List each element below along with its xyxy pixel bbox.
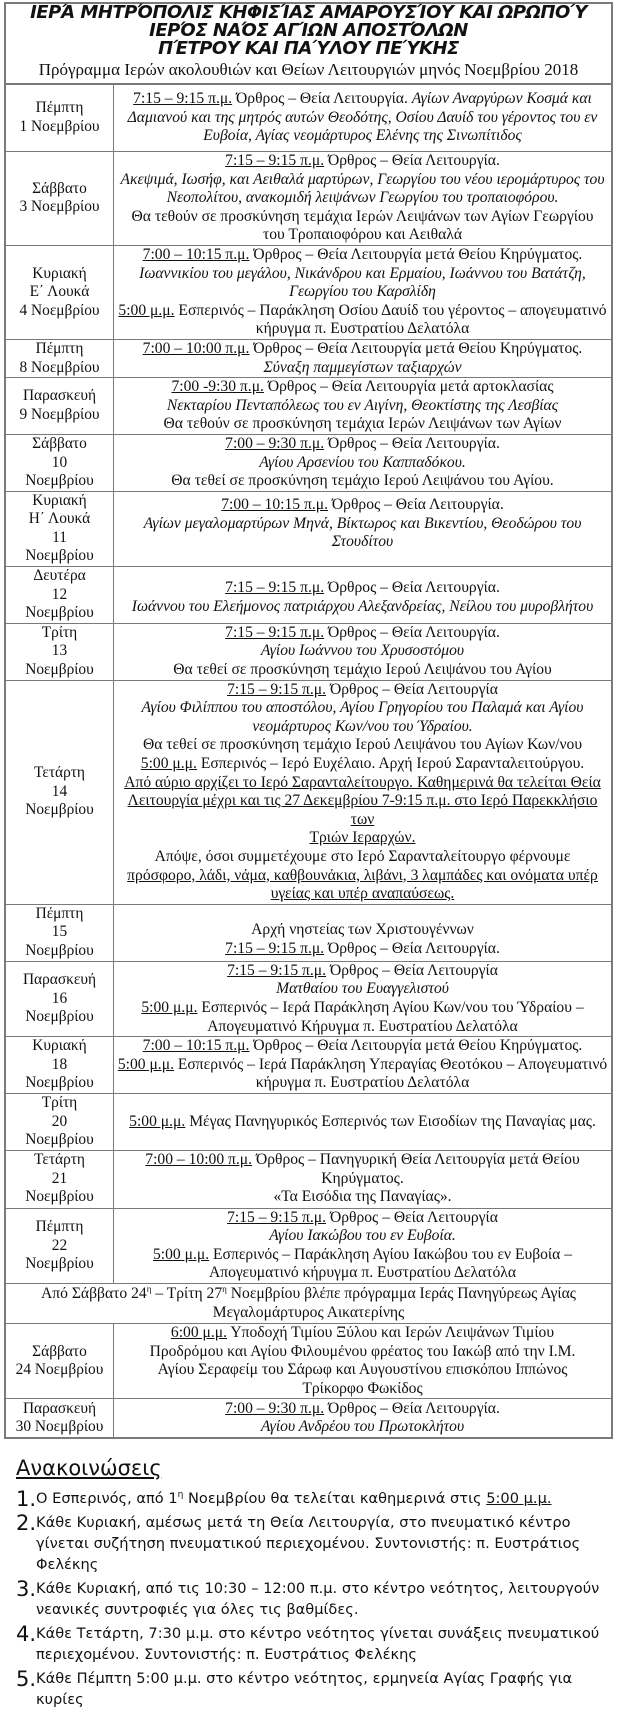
service-text: Σύναξη παμμεγίστων ταξιαρχών [263,358,462,376]
service-text: κήρυγμα π. Ευστρατίου Δελατόλα [255,320,470,338]
day-label-line: 8 Νοεμβρίου [19,358,100,376]
schedule-row [6,339,611,377]
schedule-row [6,961,611,1036]
announcement-item [16,1488,606,1509]
note-text: Νοεμβρίου βλέπε πρόγραμμα Ιεράς Πανηγύρεως Αγίας [226,1284,576,1302]
service-line [116,1246,609,1265]
service-line [116,1264,609,1283]
service-line [116,359,609,378]
day-label-line: 30 Νοεμβρίου [15,1418,104,1436]
service-line [116,1418,609,1437]
day-label-line: Νοεμβρίου [25,661,94,679]
note-text: Από Σάββατο 24 [41,1284,147,1302]
service-line [116,1324,609,1343]
service-cell [114,1037,612,1094]
service-time: 7:15 – 9:15 π.μ. [227,680,327,698]
day-label-line: 11 [52,528,67,546]
schedule-row [6,623,611,680]
service-line [116,736,609,755]
schedule-row [6,491,611,566]
day-cell [6,152,114,246]
day-label-line: Νοεμβρίου [25,942,94,960]
service-text: Αρχή νηστείας των Χριστουγέννων [251,921,474,939]
service-text: Όρθρος – Θεία Λειτουργία. [324,1399,500,1417]
service-text: Εσπερινός – Παράκληση Αγίου Ιακώβου του εν Ευβοία – [209,1245,572,1263]
announcement-text: η [177,1490,184,1501]
day-label-line: 21 [51,1169,68,1187]
service-time: Από αύριο αρχίζει το Ιερό Σαρανταλείτουργο. Καθημερινά θα τελείται Θεία [124,773,601,791]
day-label-line: Κυριακή [32,491,87,509]
announcement-number: 5. [16,1667,37,1691]
day-label-line: Νοεμβρίου [25,1074,94,1092]
service-time: 5:00 μ.μ. [117,1055,174,1073]
day-cell [6,491,114,566]
announcement-text: Νοεμβρίου θα τελείται καθημερινά στις [183,1490,487,1507]
service-time: 7:00 – 10:15 π.μ. [142,1037,250,1055]
day-label-line: Νοεμβρίου [25,1188,94,1206]
service-line [116,699,609,718]
service-cell [114,961,612,1036]
service-line [116,642,609,661]
service-line [116,171,609,190]
schedule-row [6,1150,611,1208]
service-cell [114,339,612,377]
service-text: νεομάρτυρος Κων/νου του Ύδραίου. [252,717,473,735]
service-cell [114,1093,612,1150]
day-label-line: Νοεμβρίου [25,1008,94,1026]
service-line [116,755,609,774]
day-label-line: Τρίτη [41,1093,78,1111]
service-line [116,624,609,643]
header-church: ΙΕΡΌΣ ΝΑΌΣ ΑΓΊΩΝ ΑΠΟΣΤΌΛΩΝ [149,20,468,41]
service-line [116,152,609,171]
day-label-line: Τρίτη [41,623,78,641]
day-label-line: Τετάρτη [34,1151,85,1169]
service-time: 7:00 -9:30 π.μ. [171,378,264,396]
service-cell [114,1324,612,1399]
day-label-line: Τετάρτη [34,764,85,782]
service-text: Όρθρος – Θεία Λειτουργία. [324,579,500,597]
day-label-line: Παρασκευή [22,1399,97,1417]
announcements [16,1454,606,1713]
service-text: Όρθρος – Θεία Λειτουργία. [324,939,500,957]
service-text: Όρθρος – Θεία Λειτουργία [326,961,498,979]
service-text: Εσπερινός – Ιερά Παράκληση Αγίου Κων/νου του Ύδραίου – [197,998,584,1016]
panigyri-note-row [6,1284,611,1324]
service-cell [114,434,612,491]
service-line [116,1074,609,1093]
service-text: Αγίων Αναργύρων Κοσμά και [411,90,592,108]
day-label-line: Δευτέρα [33,567,86,585]
service-time: 7:00 – 10:00 π.μ. [145,1151,253,1169]
day-label-line: 3 Νοεμβρίου [19,198,100,216]
service-line [116,1151,609,1170]
day-label-line: Νοεμβρίου [25,604,94,622]
service-text: Απογευματινό Κήρυγμα π. Ευστρατίου Δελατόλα [207,1017,518,1035]
service-text: Κηρύγματος. [321,1169,404,1187]
service-line [116,718,609,737]
service-line [116,774,609,793]
service-line [116,189,609,208]
announcement-item [16,1668,606,1710]
announcement-number: 2. [16,1511,37,1535]
day-label-line: 14 [51,782,68,800]
service-text: Αγίων μεγαλομαρτύρων Μηνά, Βίκτωρος και Βικεντίου, Θεοδώρου του [143,514,582,532]
announcement-number: 4. [16,1622,37,1646]
service-line [116,829,609,848]
schedule-row [6,1037,611,1094]
day-cell [6,1324,114,1399]
service-line [116,378,609,397]
service-text: Εσπερινός – Παράκληση Οσίου Δαυίδ του γέροντος – απογευματινό [174,301,607,319]
service-time: 7:15 – 9:15 π.μ. [133,90,233,108]
service-text: Ματθαίου του Ευαγγελιστού [276,980,449,998]
service-text: Νεκταρίου Πενταπόλεως του εν Αιγίνη, Θεοκτίστης της Λεσβίας [166,396,559,414]
service-text: Θα τεθούν σε προσκύνηση τεμάχια Ιερών Λειψάνων των Αγίων [163,415,562,433]
day-cell [6,85,114,152]
service-line [116,1343,609,1362]
service-text: Θα τεθούν σε προσκύνηση τεμάχια Ιερών Λειψάνων των Αγίων Γεωργίου [131,207,594,225]
service-line [116,962,609,981]
day-label-line: Σάββατο [32,434,87,452]
schedule-row [6,434,611,491]
service-text: Αγίου Αρσενίου του Καππαδόκου. [259,453,466,471]
day-cell [6,434,114,491]
service-text: Υποδοχή Τιμίου Ξύλου και Ιερών Λειψάνων Τιμίου [227,1324,555,1342]
service-text: Όρθρος – Θεία Λειτουργία. [324,623,500,641]
service-cell [114,152,612,246]
day-label-line: Πέμπτη [35,1217,84,1235]
day-label-line: 24 Νοεμβρίου [15,1361,104,1379]
service-cell [114,904,612,961]
announcement-text: Κάθε Κυριακή, αμέσως μετά τη Θεία Λειτουργία, στο πνευματικό κέντρο γίνεται συζήτηση πνευματικού περιεχομένου. Συντονιστής: π. Ευστράτιος Φελέκης [36,1514,581,1573]
service-cell [114,1208,612,1283]
service-time: 5:00 μ.μ. [141,998,198,1016]
service-cell [114,85,612,152]
day-label-line: Πέμπτη [35,904,84,922]
service-text: Τρίκορφο Φωκίδος [302,1379,423,1397]
service-time: 6:00 μ.μ. [170,1324,228,1342]
service-line [116,454,609,473]
schedule-row [6,1324,611,1399]
service-line [116,867,609,886]
service-line [116,848,609,867]
day-label-line: 10 [51,453,68,471]
service-cell [114,1150,612,1208]
service-text: Όρθρος – Θεία Λειτουργία μετά αρτοκλασίας [263,378,554,396]
service-line [116,283,609,302]
day-label-line: Η΄ Λουκά [28,510,91,528]
service-line [116,1018,609,1037]
service-time: Τριών Ιεραρχών. [309,829,416,847]
service-text: Δαμιανού και της μητρός αυτών Θεοδότης, Οσίου Δαυίδ του γέροντος του εν [127,108,598,126]
service-line [116,302,609,321]
day-label-line: 1 Νοεμβρίου [19,118,100,135]
service-line [116,265,609,284]
service-time: 5:00 μ.μ. [140,755,197,772]
service-line [116,109,609,128]
service-line [116,1056,609,1075]
service-text: Όρθρος – Θεία Λειτουργία. [324,434,500,452]
panigyri-note-line: Μεγαλομάρτυρος Αικατερίνης [212,1303,405,1321]
service-line [116,661,609,680]
service-line [116,940,609,959]
service-time: Λειτουργία μέχρι και τις 27 Δεκεμβρίου 7-9:15 π.μ. στο Ιερό Παρεκκλήσιο των [127,792,598,828]
service-text: Στουδίτου [331,533,394,551]
service-line [116,496,609,515]
service-text: Αγίου Ιωάννου του Χρυσοστόμου [260,642,465,660]
day-label-line: 22 [51,1236,68,1254]
day-cell [6,378,114,435]
service-time: 5:00 μ.μ. [129,1112,186,1130]
service-time: 5:00 μ.μ. [118,301,175,319]
note-text: – Τρίτη 27 [151,1284,223,1302]
announcement-number: 1. [16,1487,37,1511]
day-label-line: Νοεμβρίου [25,1255,94,1273]
service-time: 7:00 – 9:30 π.μ. [225,434,325,452]
schedule-row [6,1093,611,1150]
service-time: 7:15 – 9:15 π.μ. [227,1208,327,1226]
day-label-line: 12 [51,585,68,603]
service-text: Όρθρος – Θεία Λειτουργία [326,1208,498,1226]
service-text: Ιωαννικίου του μεγάλου, Νικάνδρου και Ερμαίου, Ιωάννου του Βατάτζη, [139,264,586,282]
schedule-row [6,680,611,904]
service-text: Απογευματινό κήρυγμα π. Ευστρατίου Δελατόλα [208,1264,517,1282]
day-cell [6,904,114,961]
service-cell [114,623,612,680]
day-label-line: 4 Νοεμβρίου [19,301,100,319]
day-label-line: Πέμπτη [35,339,84,357]
day-label-line: 15 [51,923,68,941]
schedule-row [6,378,611,435]
service-text: Ευβοία, Αγίας νεομάρτυρος Ελένης της Σινωπίτιδος [203,127,522,145]
day-label-line: 18 [51,1055,68,1073]
service-line [116,1170,609,1189]
service-line [116,1400,609,1419]
announcement-item [16,1578,606,1620]
note-sup: η [222,1283,227,1294]
service-line [116,1209,609,1228]
service-text: Όρθρος – Θεία Λειτουργία μετά Θείου Κηρύγματος. [249,1037,583,1055]
announcement-text: 5:00 μ.μ. [486,1490,552,1507]
service-text: Όρθρος – Θεία Λειτουργία. [324,152,500,169]
day-cell [6,1399,114,1437]
day-cell [6,1093,114,1150]
service-line [116,598,609,617]
service-line [116,885,609,904]
day-label-line: Κυριακή [32,264,87,282]
schedule-row [6,1399,611,1437]
service-text: «Τα Εισόδια της Παναγίας». [273,1188,452,1206]
service-line [116,1380,609,1399]
panigyri-note-line [8,1285,609,1304]
service-cell [114,491,612,566]
day-cell [6,339,114,377]
announcement-item [16,1512,606,1575]
service-line [116,90,609,109]
day-label-line: Ε΄ Λουκά [29,283,90,301]
day-cell [6,680,114,904]
service-line [116,1361,609,1380]
panigyri-note [6,1284,611,1324]
service-time: 7:15 – 9:15 π.μ. [225,939,325,957]
service-text: Προδρόμου και Αγίου Φιλουμένου φρέατος του Ιακώβ από την Ι.Μ. [149,1342,576,1360]
day-label-line: 16 [51,989,68,1007]
service-text: Θα τεθεί σε προσκύνηση τεμάχιο Ιερού Λειψάνου του Αγίου [173,661,552,679]
day-cell [6,623,114,680]
day-label-line: Νοεμβρίου [25,1131,94,1149]
day-label-line: Νοεμβρίου [25,801,94,819]
day-label-line: Παρασκευή [22,387,97,405]
service-time: 7:00 – 9:30 π.μ. [225,1399,325,1417]
announcement-item [16,1623,606,1665]
service-time: πρόσφορο, λάδι, νάμα, καθβουνάκια, λιβάνι, 3 λαμπάδες και ονόματα υπέρ [127,866,598,884]
service-line [116,1113,609,1132]
service-line [116,1037,609,1056]
day-label-line: Σάββατο [32,179,87,197]
announcement-text: Κάθε Κυριακή, από τις 10:30 – 12:00 π.μ. στο κέντρο νεότητος, λειτουργούν νεανικές συντροφιές για όλες τις βαθμίδες. [36,1580,600,1618]
schedule-row [6,904,611,961]
service-line [116,792,609,829]
schedule-row [6,1208,611,1283]
service-time: 7:15 – 9:15 π.μ. [225,579,325,597]
service-text: Αγίου Ανδρέου του Πρωτοκλήτου [260,1418,465,1436]
schedule-row [6,152,611,246]
day-label-line: Πέμπτη [35,99,84,117]
service-text: Θα τεθεί σε προσκύνηση τεμάχιο Ιερού Λειψάνου του Αγίου. [171,472,554,490]
day-label-line: Κυριακή [32,1037,87,1055]
service-line [116,246,609,265]
day-label-line: Παρασκευή [22,971,97,989]
header-location: ΠΈΤΡΟΥ ΚΑΙ ΠΑΎΛΟΥ ΠΕΎΚΗΣ [158,38,459,59]
service-line [116,999,609,1018]
schedule-row [6,567,611,624]
announcement-text: Κάθε Τετάρτη, 7:30 μ.μ. στο κέντρο νεότητος γίνεται συνάξεις πνευματικού περιεχομένου. Συντονιστής: π. Ευστράτιος Φελέκης [36,1625,600,1663]
day-label-line: Σάββατο [32,1342,87,1360]
service-line [116,320,609,339]
service-line [116,533,609,552]
service-text: Γεωργίου του Καρσλίδη [289,283,436,301]
day-cell [6,567,114,624]
service-line [116,980,609,999]
day-label-line: 20 [51,1112,68,1130]
service-time: υγείας και υπέρ αναπαύσεως. [270,885,455,903]
document-header [6,4,611,84]
day-label-line: Νοεμβρίου [25,472,94,490]
service-cell [114,378,612,435]
service-line [116,472,609,491]
service-text: Όρθρος – Θεία Λειτουργία. [232,90,412,108]
service-line [116,340,609,359]
announcements-title: Ανακοινώσεις [16,1456,162,1480]
service-text: Απόψε, όσοι συμμετέχουμε στο Ιερό Σαρανταλείτουργο φέρνουμε [154,847,571,865]
service-line [116,397,609,416]
service-text: Εσπερινός – Ιερό Ευχέλαιο. Αρχή Ιερού Σαρανταλειτούργου. [196,755,585,772]
service-line [116,579,609,598]
schedule-row [6,85,611,152]
service-text: Εσπερινός – Ιερά Παράκληση Υπεραγίας Θεοτόκου – Απογευματινό [173,1055,608,1073]
announcements-list [16,1488,606,1710]
announcement-text: Κάθε Πέμπτη 5:00 μ.μ. στο κέντρο νεότητος, ερμηνεία Αγίας Γραφής για κυρίες [36,1670,573,1708]
service-time: 7:00 – 10:15 π.μ. [221,495,328,513]
schedule-frame [4,2,613,1439]
day-cell [6,245,114,339]
service-cell [114,567,612,624]
day-label-line: 13 [51,642,68,660]
day-label-line: Νοεμβρίου [25,547,94,565]
service-time: 5:00 μ.μ. [152,1245,210,1263]
service-line [116,226,609,245]
service-line [116,127,609,146]
note-sup: η [146,1283,152,1294]
service-time: 7:00 – 10:15 π.μ. [142,245,250,263]
announcement-text: Ο Εσπερινός, από 1 [36,1490,178,1507]
service-line [116,435,609,454]
service-text: Όρθρος – Θεία Λειτουργία μετά Θείου Κηρύγματος. [249,245,583,263]
service-cell [114,245,612,339]
service-text: Ιωάννου του Ελεήμονος πατριάρχου Αλεξανδρείας, Νείλου του μυροβλήτου [131,597,594,615]
day-cell [6,1208,114,1283]
schedule-subtitle: Πρόγραμμα Ιερών ακολουθιών και Θείων Λειτουργιών μηνός Νοεμβρίου 2018 [38,60,579,79]
service-text: του Τροπαιοφόρου και Αειθαλά [262,226,463,244]
service-cell [114,1399,612,1437]
service-text: Όρθρος – Πανηγυρική Θεία Λειτουργία μετά Θείου [252,1151,580,1169]
service-text: κήρυγμα π. Ευστρατίου Δελατόλα [255,1074,470,1092]
service-line [116,515,609,534]
service-line [116,208,609,227]
service-text: Θα τεθεί σε προσκύνηση τεμάχιο Ιερού Λειψάνου του Αγίων Κων/νου [142,736,583,754]
service-line [116,921,609,940]
service-text: Όρθρος – Θεία Λειτουργία. [328,495,504,513]
service-time: 7:00 – 10:00 π.μ. [142,339,250,357]
service-time: 7:15 – 9:15 π.μ. [225,152,325,169]
announcement-number: 3. [16,1577,37,1601]
day-cell [6,1150,114,1208]
service-line [116,681,609,700]
service-text: Αγίου Ιακώβου του εν Ευβοία. [269,1227,456,1245]
service-time: 7:15 – 9:15 π.μ. [225,623,325,641]
service-text: Όρθρος – Θεία Λειτουργία μετά Θείου Κηρύγματος. [249,339,583,357]
day-label-line: 9 Νοεμβρίου [19,406,100,424]
service-text: Όρθρος – Θεία Λειτουργία [326,680,498,698]
schedule-row [6,245,611,339]
service-text: Αγίου Φιλίππου του αποστόλου, Αγίου Γρηγορίου του Παλαμά και Αγίου [141,699,584,717]
service-line [116,1227,609,1246]
schedule-table [6,84,611,1437]
service-text: Αγίου Σεραφείμ του Σάρωφ και Αυγουστίνου επισκόπου Ιππώνος [157,1361,568,1379]
service-text: Ακεψιμά, Ιωσήφ, και Αειθαλά μαρτύρων, Γεωργίου του νέου ιερομάρτυρος του [120,170,605,188]
service-text: Νεοπολίτου, ανακομιδή λειψάνων Γεωργίου του τροπαιοφόρου. [166,189,559,207]
service-line [116,1188,609,1207]
service-time: 7:15 – 9:15 π.μ. [227,961,327,979]
service-cell [114,680,612,904]
service-text: Μέγας Πανηγυρικός Εσπερινός των Εισοδίων της Παναγίας μας. [185,1112,596,1130]
day-cell [6,1037,114,1094]
day-cell [6,961,114,1036]
service-line [116,415,609,434]
header-metropolis: ΙΕΡΆ ΜΗΤΡΌΠΟΛΙΣ ΚΗΦΙΣΊΑΣ ΑΜΑΡΟΥΣΊΟΥ ΚΑΙ ΩΡΩΠΟΎ [30,2,587,23]
